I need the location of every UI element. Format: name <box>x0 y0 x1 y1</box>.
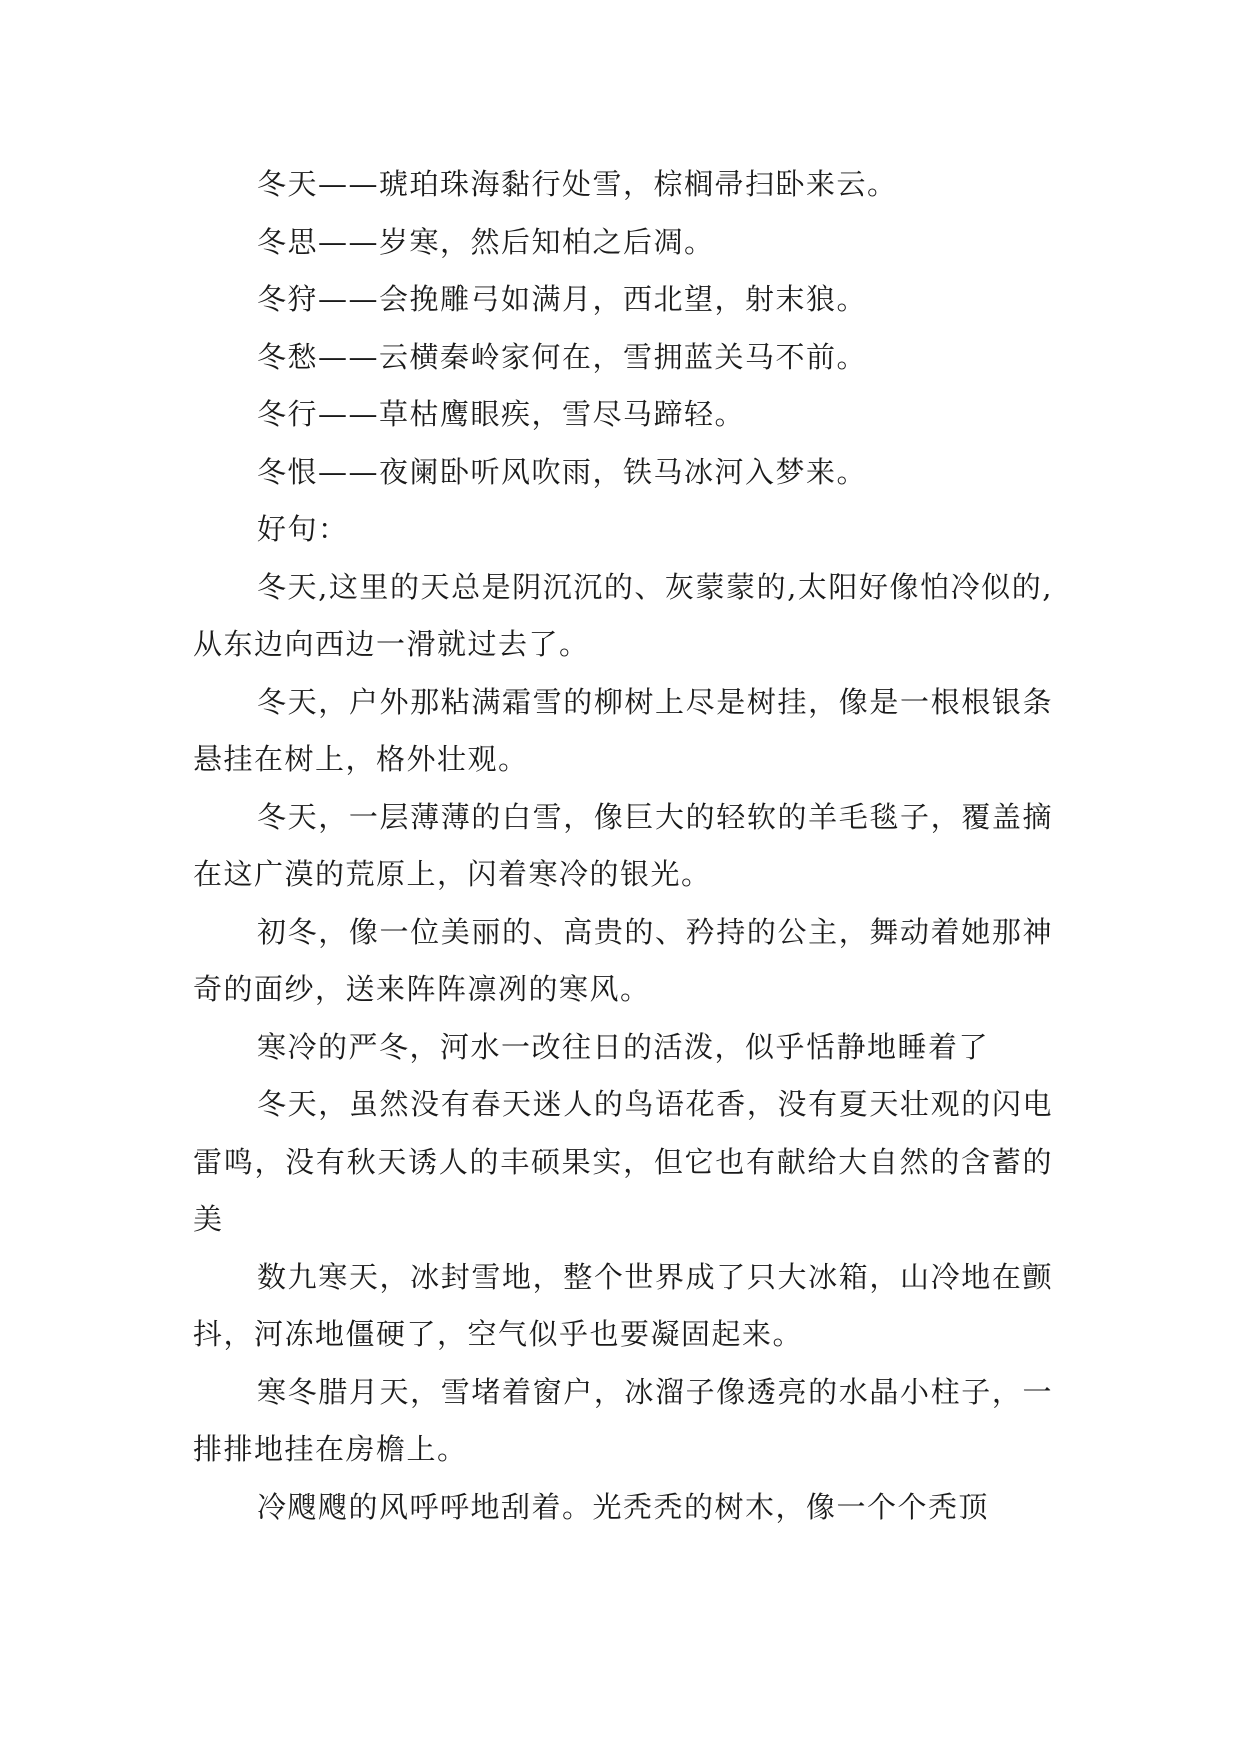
paragraph: 冷飕飕的风呼呼地刮着。光秃秃的树木，像一个个秃顶 <box>257 1489 990 1524</box>
paragraph: 冬恨——夜阑卧听风吹雨，铁马冰河入梦来。 <box>257 454 868 489</box>
paragraph: 冬天，虽然没有春天迷人的鸟语花香，没有夏天壮观的闪电雷鸣，没有秋天诱人的丰硕果实，但它也有献给大自然的含蓄的美 <box>193 1087 1053 1236</box>
paragraph: 冬天，户外那粘满霜雪的柳树上尽是树挂，像是一根根银条悬挂在树上，格外壮观。 <box>193 684 1053 776</box>
paragraph: 冬思——岁寒，然后知柏之后凋。 <box>257 224 715 259</box>
document-body <box>193 156 1053 1536</box>
paragraph: 寒冷的严冬，河水一改往日的活泼，似乎恬静地睡着了 <box>257 1029 990 1064</box>
paragraph: 初冬，像一位美丽的、高贵的、矜持的公主，舞动着她那神奇的面纱，送来阵阵凛冽的寒风。 <box>193 914 1053 1006</box>
paragraph: 冬天,这里的天总是阴沉沉的、灰蒙蒙的,太阳好像怕冷似的,从东边向西边一滑就过去了。 <box>193 569 1053 661</box>
paragraph: 冬天——琥珀珠海黏行处雪，棕榈帚扫卧来云。 <box>257 167 898 201</box>
paragraph: 冬天，一层薄薄的白雪，像巨大的轻软的羊毛毯子，覆盖摘在这广漠的荒原上，闪着寒冷的银光。 <box>193 799 1053 891</box>
section-heading: 好句： <box>257 512 349 546</box>
paragraph: 冬行——草枯鹰眼疾，雪尽马蹄轻。 <box>257 397 746 431</box>
paragraph: 冬狩——会挽雕弓如满月，西北望，射末狼。 <box>257 282 868 316</box>
paragraph: 寒冬腊月天，雪堵着窗户，冰溜子像透亮的水晶小柱子，一排排地挂在房檐上。 <box>193 1374 1053 1466</box>
paragraph: 数九寒天，冰封雪地，整个世界成了只大冰箱，山冷地在颤抖，河冻地僵硬了，空气似乎也要凝固起来。 <box>193 1259 1053 1351</box>
paragraph: 冬愁——云横秦岭家何在，雪拥蓝关马不前。 <box>257 339 868 374</box>
